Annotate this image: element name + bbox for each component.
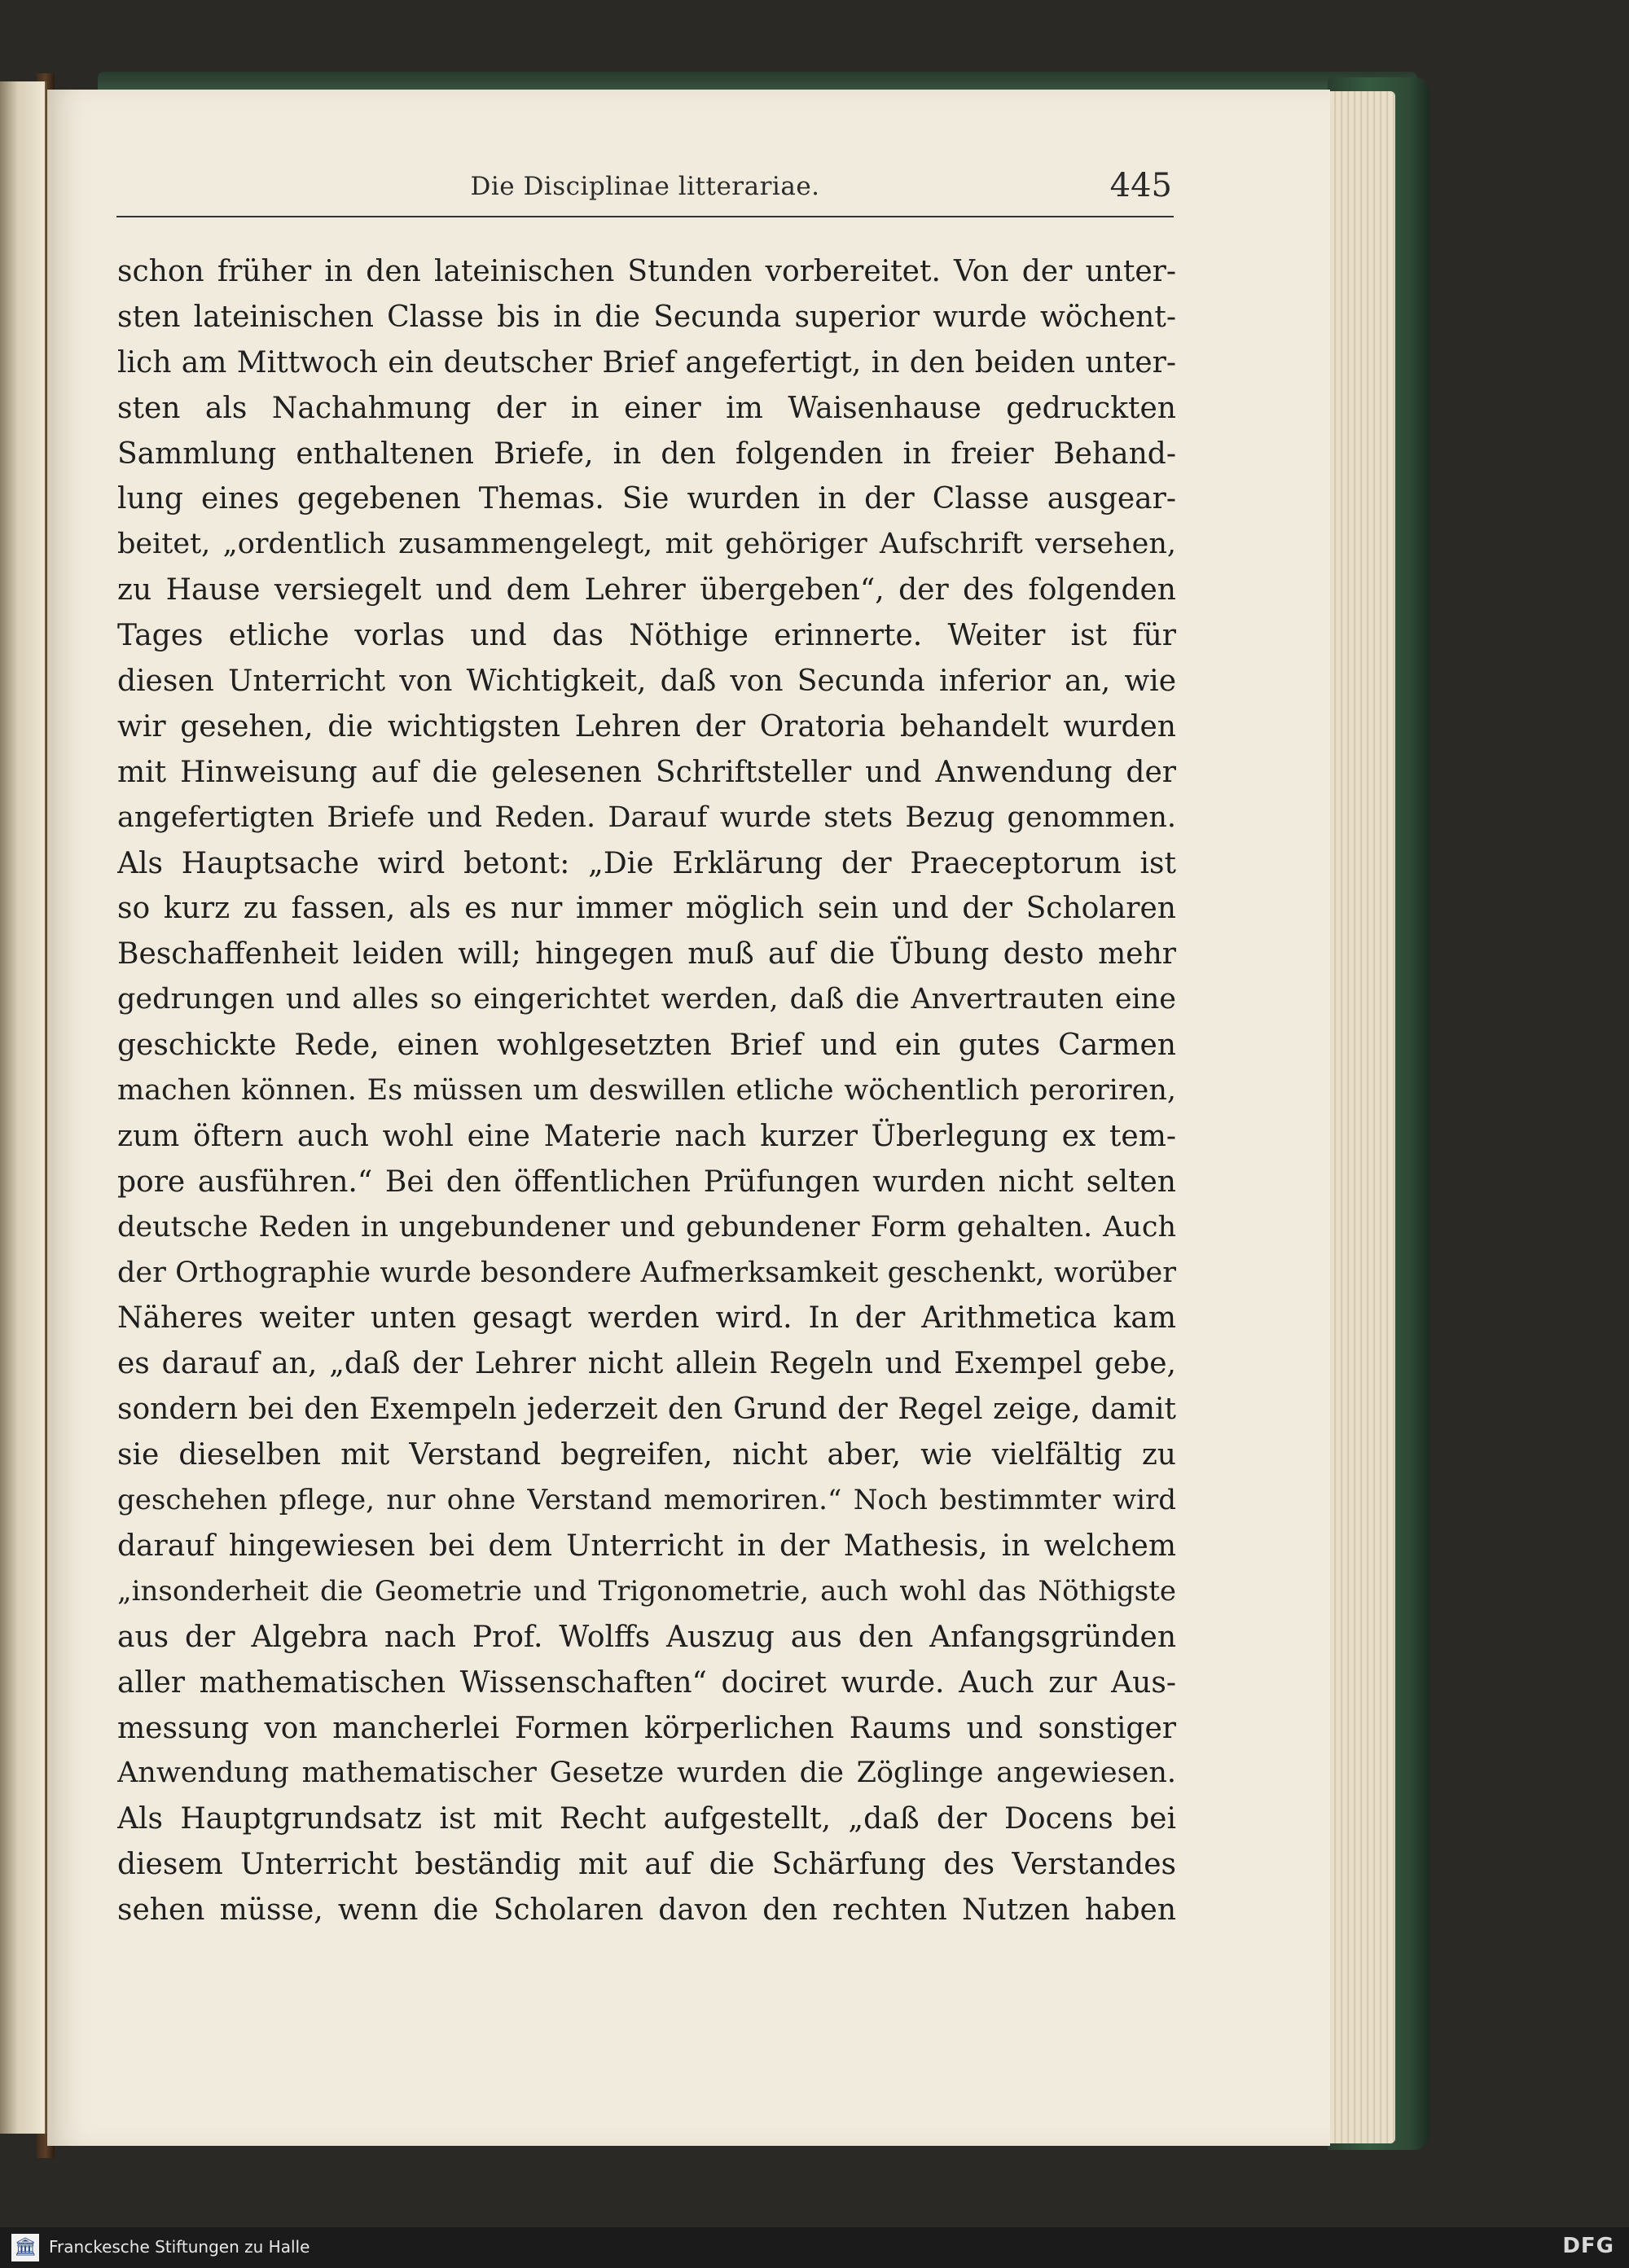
page-number: 445 xyxy=(1109,167,1172,204)
text-line: angefertigten Briefe und Reden. Darauf wurde stets Bezug genommen. xyxy=(117,801,1176,834)
text-line: messung von mancherlei Formen körperlichen Raums und sonstiger xyxy=(117,1711,1176,1745)
institution-name[interactable]: Franckesche Stiftungen zu Halle xyxy=(49,2237,310,2257)
page-header xyxy=(116,167,1174,217)
text-line: sten als Nachahmung der in einer im Waisenhause gedruckten xyxy=(117,391,1176,425)
text-line: Sammlung enthaltenen Briefe, in den folgenden in freier Behand- xyxy=(117,436,1176,471)
text-line: wir gesehen, die wichtigsten Lehren der Oratoria behandelt wurden xyxy=(117,709,1176,744)
page-edges xyxy=(1324,91,1395,2143)
text-line: der Orthographie wurde besondere Aufmerksamkeit geschenkt, worüber xyxy=(117,1256,1176,1289)
text-line: „insonderheit die Geometrie und Trigonometrie, auch wohl das Nöthigste xyxy=(117,1574,1176,1608)
book-page xyxy=(47,90,1330,2146)
text-line: geschehen pflege, nur ohne Verstand memoriren.“ Noch bestimmter wird xyxy=(117,1484,1176,1517)
text-line: sondern bei den Exempeln jederzeit den Grund der Regel zeige, damit xyxy=(117,1393,1176,1427)
facing-page-edge xyxy=(0,81,46,2134)
text-line: zu Hause versiegelt und dem Lehrer übergeben“, der des folgenden xyxy=(117,573,1176,608)
running-head: Die Disciplinae litterariae. xyxy=(470,172,820,201)
body-text xyxy=(117,249,1176,1933)
building-icon: 🏛 xyxy=(11,2234,39,2261)
text-line: es darauf an, „daß der Lehrer nicht allein Regeln und Exempel gebe, xyxy=(117,1347,1176,1381)
dfg-logo: DFG xyxy=(1562,2234,1614,2258)
text-line: Anwendung mathematischer Gesetze wurden die Zöglinge angewiesen. xyxy=(117,1757,1176,1790)
text-line: schon früher in den lateinischen Stunden vorbereitet. Von der unter- xyxy=(117,255,1176,288)
text-line: aller mathematischen Wissenschaften“ dociret wurde. Auch zur Aus- xyxy=(117,1665,1176,1700)
text-line: sten lateinischen Classe bis in die Secunda superior wurde wöchent- xyxy=(117,300,1176,334)
text-line: sie dieselben mit Verstand begreifen, nicht aber, wie vielfältig zu xyxy=(117,1438,1176,1472)
text-line: Beschaffenheit leiden will; hingegen muß auf die Übung desto mehr xyxy=(117,937,1176,972)
text-line: beitet, „ordentlich zusammengelegt, mit gehöriger Aufschrift versehen, xyxy=(117,528,1176,561)
viewer-footer xyxy=(0,2227,1629,2268)
text-line: machen können. Es müssen um deswillen etliche wöchentlich peroriren, xyxy=(117,1074,1176,1108)
text-line: sehen müsse, wenn die Scholaren davon den rechten Nutzen haben xyxy=(117,1893,1176,1928)
text-line: Tages etliche vorlas und das Nöthige erinnerte. Weiter ist für xyxy=(117,619,1176,653)
text-line: pore ausführen.“ Bei den öffentlichen Prüfungen wurden nicht selten xyxy=(117,1165,1176,1199)
text-line: Näheres weiter unten gesagt werden wird. In der Arithmetica kam xyxy=(117,1301,1176,1336)
text-line: aus der Algebra nach Prof. Wolffs Auszug aus den Anfangsgründen xyxy=(117,1620,1176,1654)
text-line: Als Hauptsache wird betont: „Die Erklärung der Praeceptorum ist xyxy=(117,846,1176,880)
text-line: darauf hingewiesen bei dem Unterricht in der Mathesis, in welchem xyxy=(117,1529,1176,1563)
text-line: lich am Mittwoch ein deutscher Brief angefertigt, in den beiden unter- xyxy=(117,345,1176,379)
text-line: lung eines gegebenen Themas. Sie wurden in der Classe ausgear- xyxy=(117,482,1176,516)
text-line: diesen Unterricht von Wichtigkeit, daß von Secunda inferior an, wie xyxy=(117,665,1176,699)
text-line: diesem Unterricht beständig mit auf die Schärfung des Verstandes xyxy=(117,1848,1176,1882)
text-line: Als Hauptgrundsatz ist mit Recht aufgestellt, „daß der Docens bei xyxy=(117,1802,1176,1836)
text-line: geschickte Rede, einen wohlgesetzten Brief und ein gutes Carmen xyxy=(117,1029,1176,1063)
text-line: mit Hinweisung auf die gelesenen Schriftsteller und Anwendung der xyxy=(117,755,1176,789)
text-line: zum öftern auch wohl eine Materie nach kurzer Überlegung ex tem- xyxy=(117,1119,1176,1153)
text-line: gedrungen und alles so eingerichtet werden, daß die Anvertrauten eine xyxy=(117,983,1176,1016)
text-line: deutsche Reden in ungebundener und gebundener Form gehalten. Auch xyxy=(117,1210,1176,1244)
text-line: so kurz zu fassen, als es nur immer möglich sein und der Scholaren xyxy=(117,892,1176,926)
